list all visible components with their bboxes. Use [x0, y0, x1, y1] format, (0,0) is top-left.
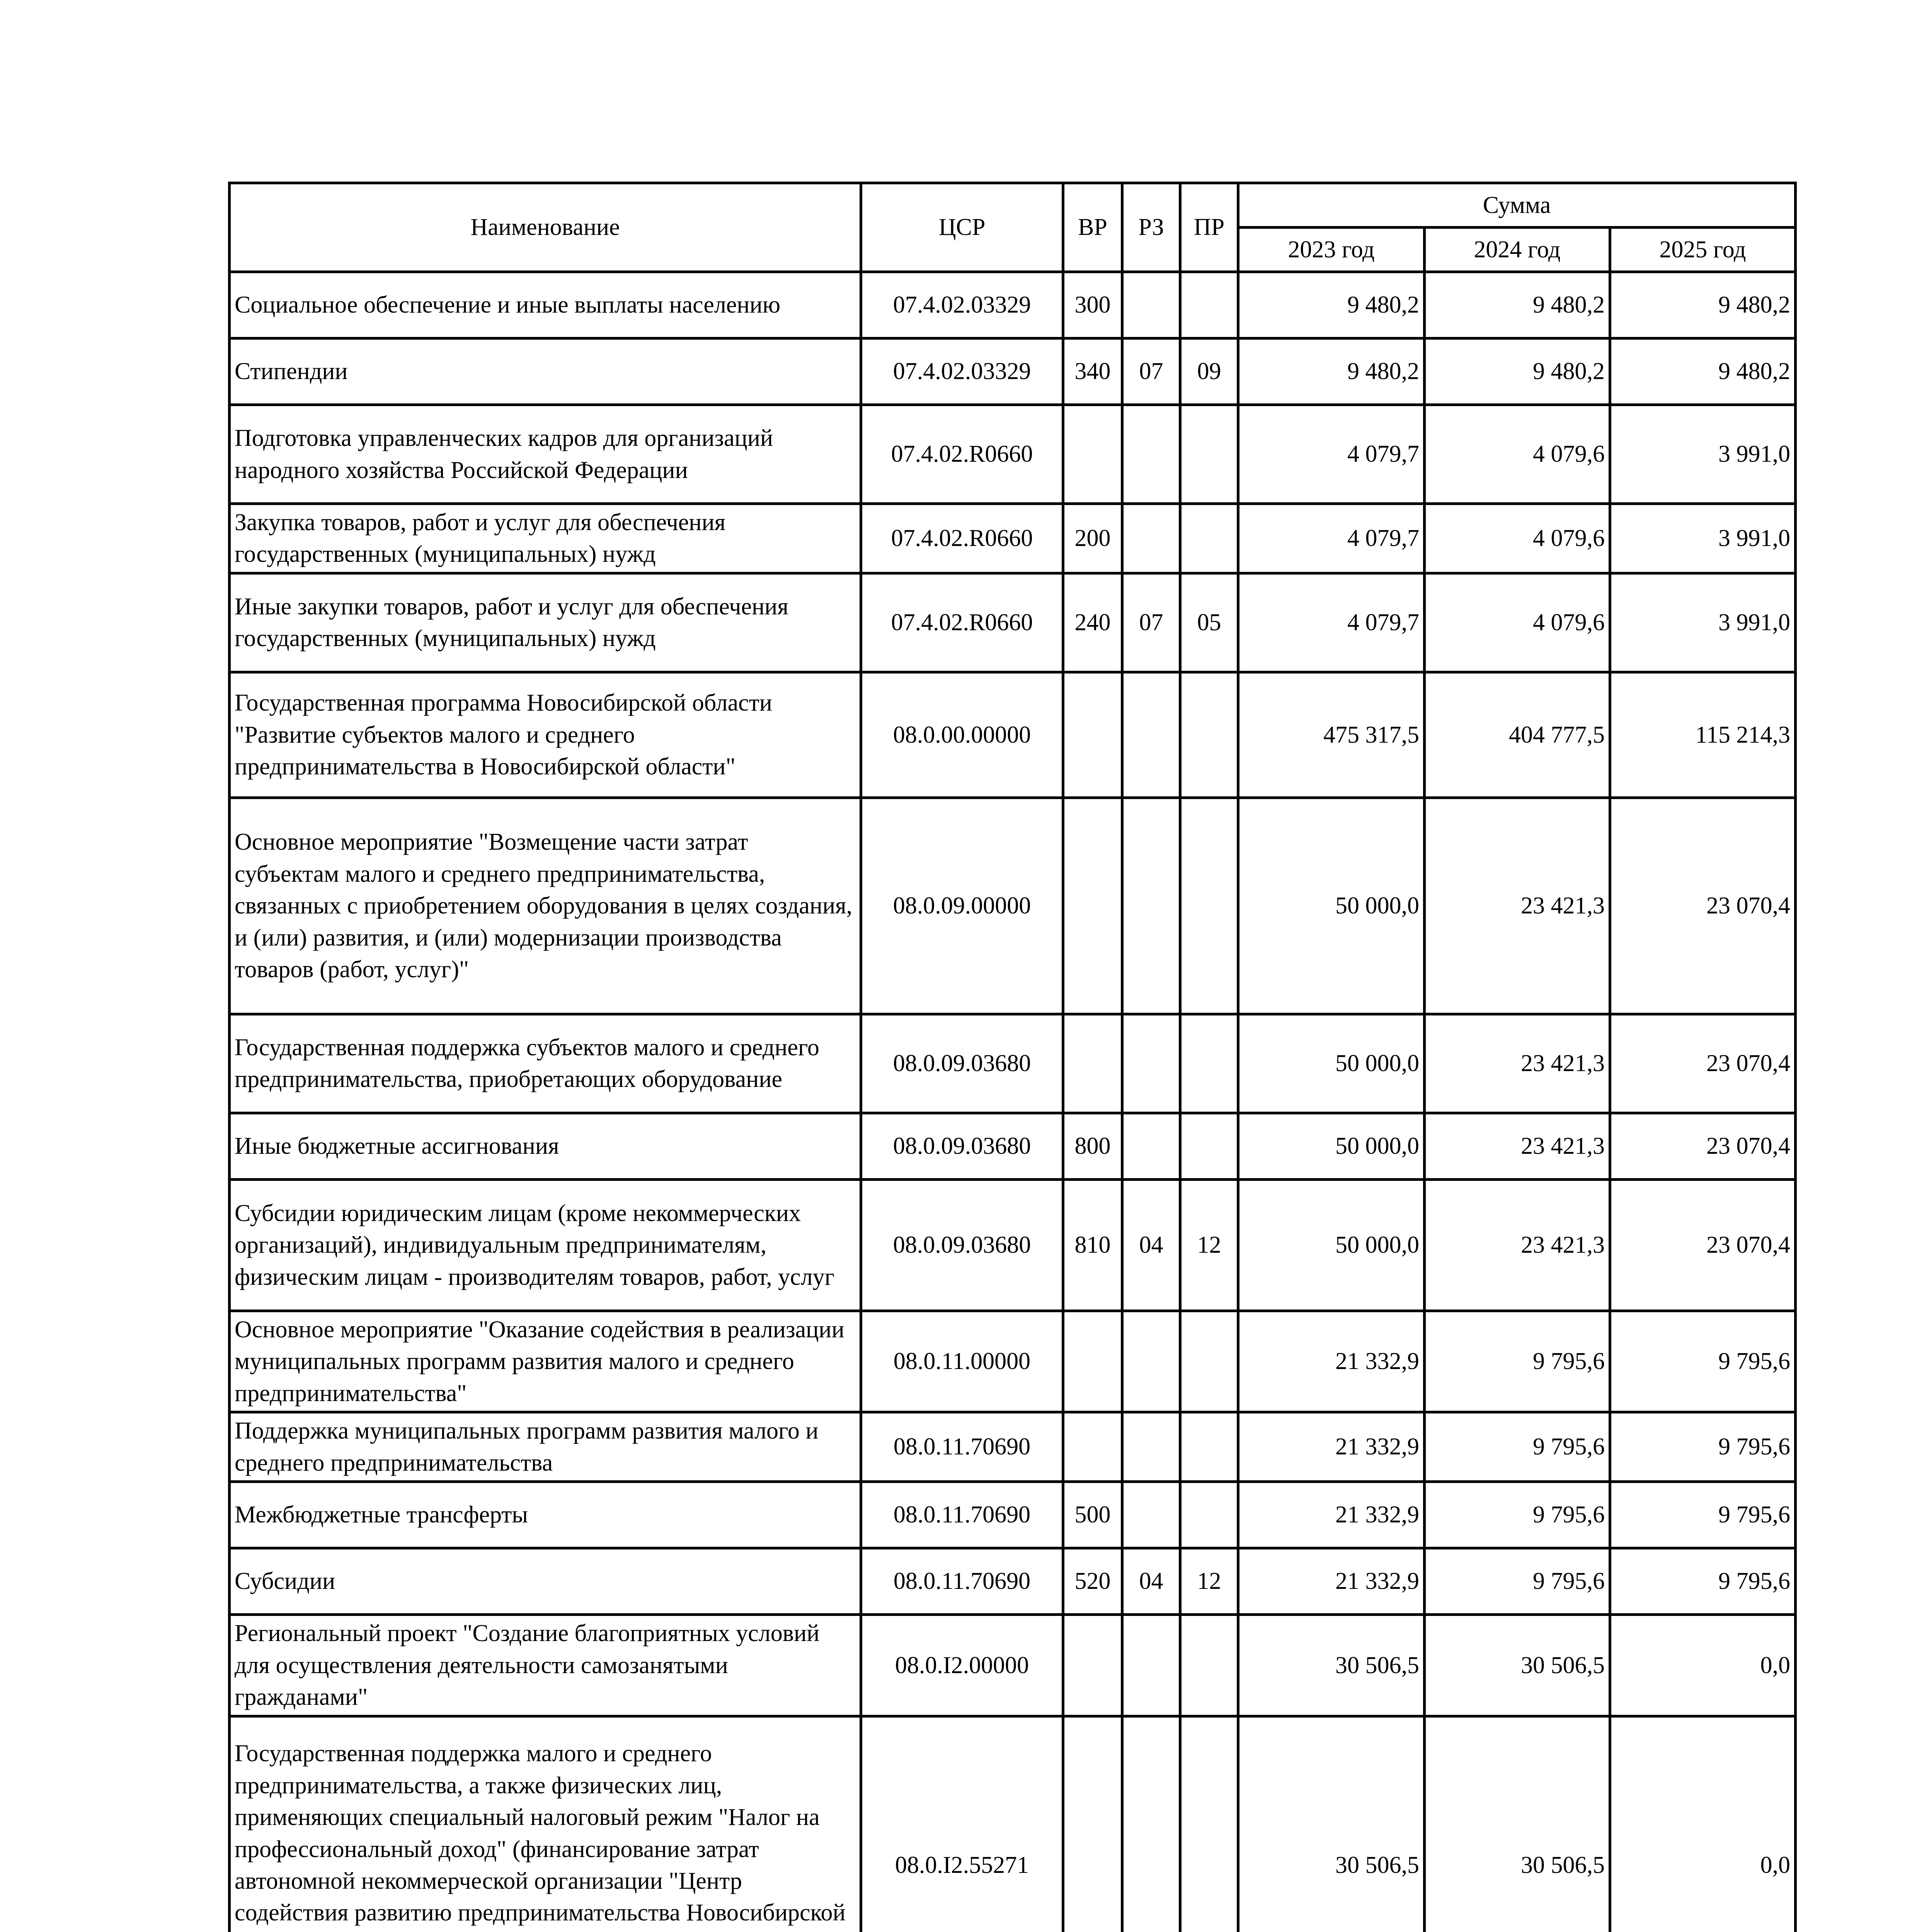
cell-y2023: 50 000,0	[1238, 1179, 1425, 1311]
cell-y2023: 4 079,7	[1238, 573, 1425, 672]
cell-name: Субсидии юридическим лицам (кроме некоммерческих организаций), индивидуальным предпринимателям, физическим лицам - производителям товаров, работ, услуг	[230, 1179, 861, 1311]
cell-y2023: 30 506,5	[1238, 1716, 1425, 1932]
cell-y2025: 9 480,2	[1610, 338, 1796, 405]
cell-vr: 500	[1063, 1482, 1122, 1548]
cell-name: Основное мероприятие "Возмещение части затрат субъектам малого и среднего предпринимательства, связанных с приобретением оборудования в целях создания, и (или) развития, и (или) модернизации производства товаров (работ, услуг)"	[230, 798, 861, 1014]
header-csr: ЦСР	[861, 183, 1063, 272]
cell-pr	[1180, 798, 1238, 1014]
cell-y2024: 4 079,6	[1425, 405, 1610, 504]
cell-vr	[1063, 1716, 1122, 1932]
cell-name: Социальное обеспечение и иные выплаты населению	[230, 272, 861, 338]
header-year-2024: 2024 год	[1425, 228, 1610, 272]
cell-rz	[1122, 405, 1180, 504]
cell-y2023: 50 000,0	[1238, 798, 1425, 1014]
cell-y2025: 23 070,4	[1610, 1113, 1796, 1179]
cell-vr	[1063, 798, 1122, 1014]
cell-y2025: 9 795,6	[1610, 1482, 1796, 1548]
cell-rz	[1122, 1615, 1180, 1716]
budget-table	[228, 182, 1797, 1932]
cell-y2023: 21 332,9	[1238, 1482, 1425, 1548]
cell-pr	[1180, 1014, 1238, 1113]
cell-y2023: 30 506,5	[1238, 1615, 1425, 1716]
cell-y2025: 9 795,6	[1610, 1311, 1796, 1412]
table-row	[230, 672, 1796, 798]
table-row	[230, 504, 1796, 573]
cell-y2023: 50 000,0	[1238, 1014, 1425, 1113]
cell-y2024: 23 421,3	[1425, 1179, 1610, 1311]
cell-y2024: 23 421,3	[1425, 1113, 1610, 1179]
cell-y2025: 9 795,6	[1610, 1548, 1796, 1615]
cell-y2024: 9 480,2	[1425, 338, 1610, 405]
cell-vr	[1063, 405, 1122, 504]
cell-name: Подготовка управленческих кадров для организаций народного хозяйства Российской Федерации	[230, 405, 861, 504]
cell-csr: 08.0.11.00000	[861, 1311, 1063, 1412]
cell-vr: 800	[1063, 1113, 1122, 1179]
cell-y2023: 4 079,7	[1238, 405, 1425, 504]
cell-csr: 08.0.09.03680	[861, 1014, 1063, 1113]
cell-pr: 12	[1180, 1548, 1238, 1615]
cell-name: Государственная поддержка субъектов малого и среднего предпринимательства, приобретающих оборудование	[230, 1014, 861, 1113]
cell-y2024: 9 795,6	[1425, 1482, 1610, 1548]
cell-pr: 05	[1180, 573, 1238, 672]
cell-y2023: 21 332,9	[1238, 1412, 1425, 1482]
cell-vr	[1063, 672, 1122, 798]
cell-y2024: 9 795,6	[1425, 1311, 1610, 1412]
cell-pr	[1180, 1311, 1238, 1412]
header-year-2025: 2025 год	[1610, 228, 1796, 272]
cell-rz	[1122, 504, 1180, 573]
cell-y2025: 9 795,6	[1610, 1412, 1796, 1482]
cell-csr: 07.4.02.R0660	[861, 504, 1063, 573]
cell-pr: 09	[1180, 338, 1238, 405]
table-row	[230, 338, 1796, 405]
cell-y2023: 9 480,2	[1238, 272, 1425, 338]
cell-pr	[1180, 1113, 1238, 1179]
cell-csr: 08.0.09.03680	[861, 1113, 1063, 1179]
table-row	[230, 405, 1796, 504]
cell-csr: 08.0.11.70690	[861, 1482, 1063, 1548]
cell-y2025: 23 070,4	[1610, 798, 1796, 1014]
cell-y2025: 0,0	[1610, 1716, 1796, 1932]
cell-y2023: 50 000,0	[1238, 1113, 1425, 1179]
cell-vr	[1063, 1311, 1122, 1412]
table-body	[230, 272, 1796, 1932]
table-row	[230, 1113, 1796, 1179]
cell-name: Государственная поддержка малого и среднего предпринимательства, а также физических лиц, применяющих специальный налоговый режим "Налог на профессиональный доход" (финансирование затрат автономной некоммерческой организации "Центр содействия развитию предпринимательства Новосибирской	[230, 1716, 861, 1932]
table-row	[230, 1179, 1796, 1311]
header-pr: ПР	[1180, 183, 1238, 272]
cell-csr: 08.0.09.03680	[861, 1179, 1063, 1311]
cell-y2025: 3 991,0	[1610, 405, 1796, 504]
cell-rz	[1122, 798, 1180, 1014]
cell-vr: 240	[1063, 573, 1122, 672]
cell-name: Основное мероприятие "Оказание содействия в реализации муниципальных программ развития малого и среднего предпринимательства"	[230, 1311, 861, 1412]
cell-csr: 08.0.09.00000	[861, 798, 1063, 1014]
cell-pr	[1180, 504, 1238, 573]
cell-y2023: 21 332,9	[1238, 1311, 1425, 1412]
cell-pr: 12	[1180, 1179, 1238, 1311]
cell-csr: 08.0.00.00000	[861, 672, 1063, 798]
cell-y2024: 9 795,6	[1425, 1412, 1610, 1482]
cell-name: Региональный проект "Создание благоприятных условий для осуществления деятельности самозанятыми гражданами"	[230, 1615, 861, 1716]
cell-rz	[1122, 1014, 1180, 1113]
cell-rz	[1122, 1482, 1180, 1548]
cell-y2024: 4 079,6	[1425, 504, 1610, 573]
cell-rz	[1122, 1311, 1180, 1412]
cell-pr	[1180, 272, 1238, 338]
cell-vr: 300	[1063, 272, 1122, 338]
cell-vr	[1063, 1014, 1122, 1113]
table-row	[230, 573, 1796, 672]
cell-y2025: 23 070,4	[1610, 1014, 1796, 1113]
cell-rz	[1122, 672, 1180, 798]
cell-y2025: 3 991,0	[1610, 504, 1796, 573]
table-row	[230, 1014, 1796, 1113]
cell-y2025: 3 991,0	[1610, 573, 1796, 672]
table-row	[230, 798, 1796, 1014]
cell-csr: 08.0.11.70690	[861, 1548, 1063, 1615]
cell-name: Государственная программа Новосибирской области "Развитие субъектов малого и среднего предпринимательства в Новосибирской области"	[230, 672, 861, 798]
cell-vr: 200	[1063, 504, 1122, 573]
cell-name: Иные закупки товаров, работ и услуг для обеспечения государственных (муниципальных) нужд	[230, 573, 861, 672]
cell-y2024: 404 777,5	[1425, 672, 1610, 798]
cell-y2023: 4 079,7	[1238, 504, 1425, 573]
cell-vr	[1063, 1412, 1122, 1482]
cell-csr: 07.4.02.03329	[861, 272, 1063, 338]
cell-name: Субсидии	[230, 1548, 861, 1615]
cell-name: Иные бюджетные ассигнования	[230, 1113, 861, 1179]
cell-pr	[1180, 405, 1238, 504]
cell-name: Стипендии	[230, 338, 861, 405]
cell-y2025: 0,0	[1610, 1615, 1796, 1716]
cell-csr: 07.4.02.R0660	[861, 573, 1063, 672]
cell-y2024: 23 421,3	[1425, 798, 1610, 1014]
cell-csr: 08.0.11.70690	[861, 1412, 1063, 1482]
cell-vr: 810	[1063, 1179, 1122, 1311]
cell-rz	[1122, 1113, 1180, 1179]
cell-vr: 520	[1063, 1548, 1122, 1615]
cell-pr	[1180, 1412, 1238, 1482]
table-row	[230, 1716, 1796, 1932]
cell-rz: 04	[1122, 1548, 1180, 1615]
cell-y2025: 23 070,4	[1610, 1179, 1796, 1311]
cell-pr	[1180, 672, 1238, 798]
cell-csr: 07.4.02.03329	[861, 338, 1063, 405]
cell-name: Поддержка муниципальных программ развития малого и среднего предпринимательства	[230, 1412, 861, 1482]
cell-pr	[1180, 1716, 1238, 1932]
cell-y2024: 9 795,6	[1425, 1548, 1610, 1615]
cell-name: Закупка товаров, работ и услуг для обеспечения государственных (муниципальных) нужд	[230, 504, 861, 573]
table-row	[230, 1412, 1796, 1482]
cell-rz	[1122, 1716, 1180, 1932]
table-row	[230, 1615, 1796, 1716]
cell-y2023: 21 332,9	[1238, 1548, 1425, 1615]
cell-y2024: 9 480,2	[1425, 272, 1610, 338]
cell-csr: 07.4.02.R0660	[861, 405, 1063, 504]
cell-rz	[1122, 1412, 1180, 1482]
cell-rz: 07	[1122, 338, 1180, 405]
cell-y2024: 4 079,6	[1425, 573, 1610, 672]
cell-csr: 08.0.I2.55271	[861, 1716, 1063, 1932]
cell-pr	[1180, 1615, 1238, 1716]
header-rz: РЗ	[1122, 183, 1180, 272]
header-name: Наименование	[230, 183, 861, 272]
table-row	[230, 1482, 1796, 1548]
cell-y2023: 9 480,2	[1238, 338, 1425, 405]
cell-rz: 07	[1122, 573, 1180, 672]
table-row	[230, 272, 1796, 338]
header-sum: Сумма	[1238, 183, 1796, 228]
cell-y2023: 475 317,5	[1238, 672, 1425, 798]
cell-pr	[1180, 1482, 1238, 1548]
cell-vr	[1063, 1615, 1122, 1716]
cell-y2024: 30 506,5	[1425, 1716, 1610, 1932]
cell-rz	[1122, 272, 1180, 338]
cell-y2025: 115 214,3	[1610, 672, 1796, 798]
cell-name: Межбюджетные трансферты	[230, 1482, 861, 1548]
cell-rz: 04	[1122, 1179, 1180, 1311]
cell-y2024: 23 421,3	[1425, 1014, 1610, 1113]
header-vr: ВР	[1063, 183, 1122, 272]
header-year-2023: 2023 год	[1238, 228, 1425, 272]
table-row	[230, 1311, 1796, 1412]
cell-y2024: 30 506,5	[1425, 1615, 1610, 1716]
cell-csr: 08.0.I2.00000	[861, 1615, 1063, 1716]
cell-y2025: 9 480,2	[1610, 272, 1796, 338]
cell-vr: 340	[1063, 338, 1122, 405]
table-row	[230, 1548, 1796, 1615]
